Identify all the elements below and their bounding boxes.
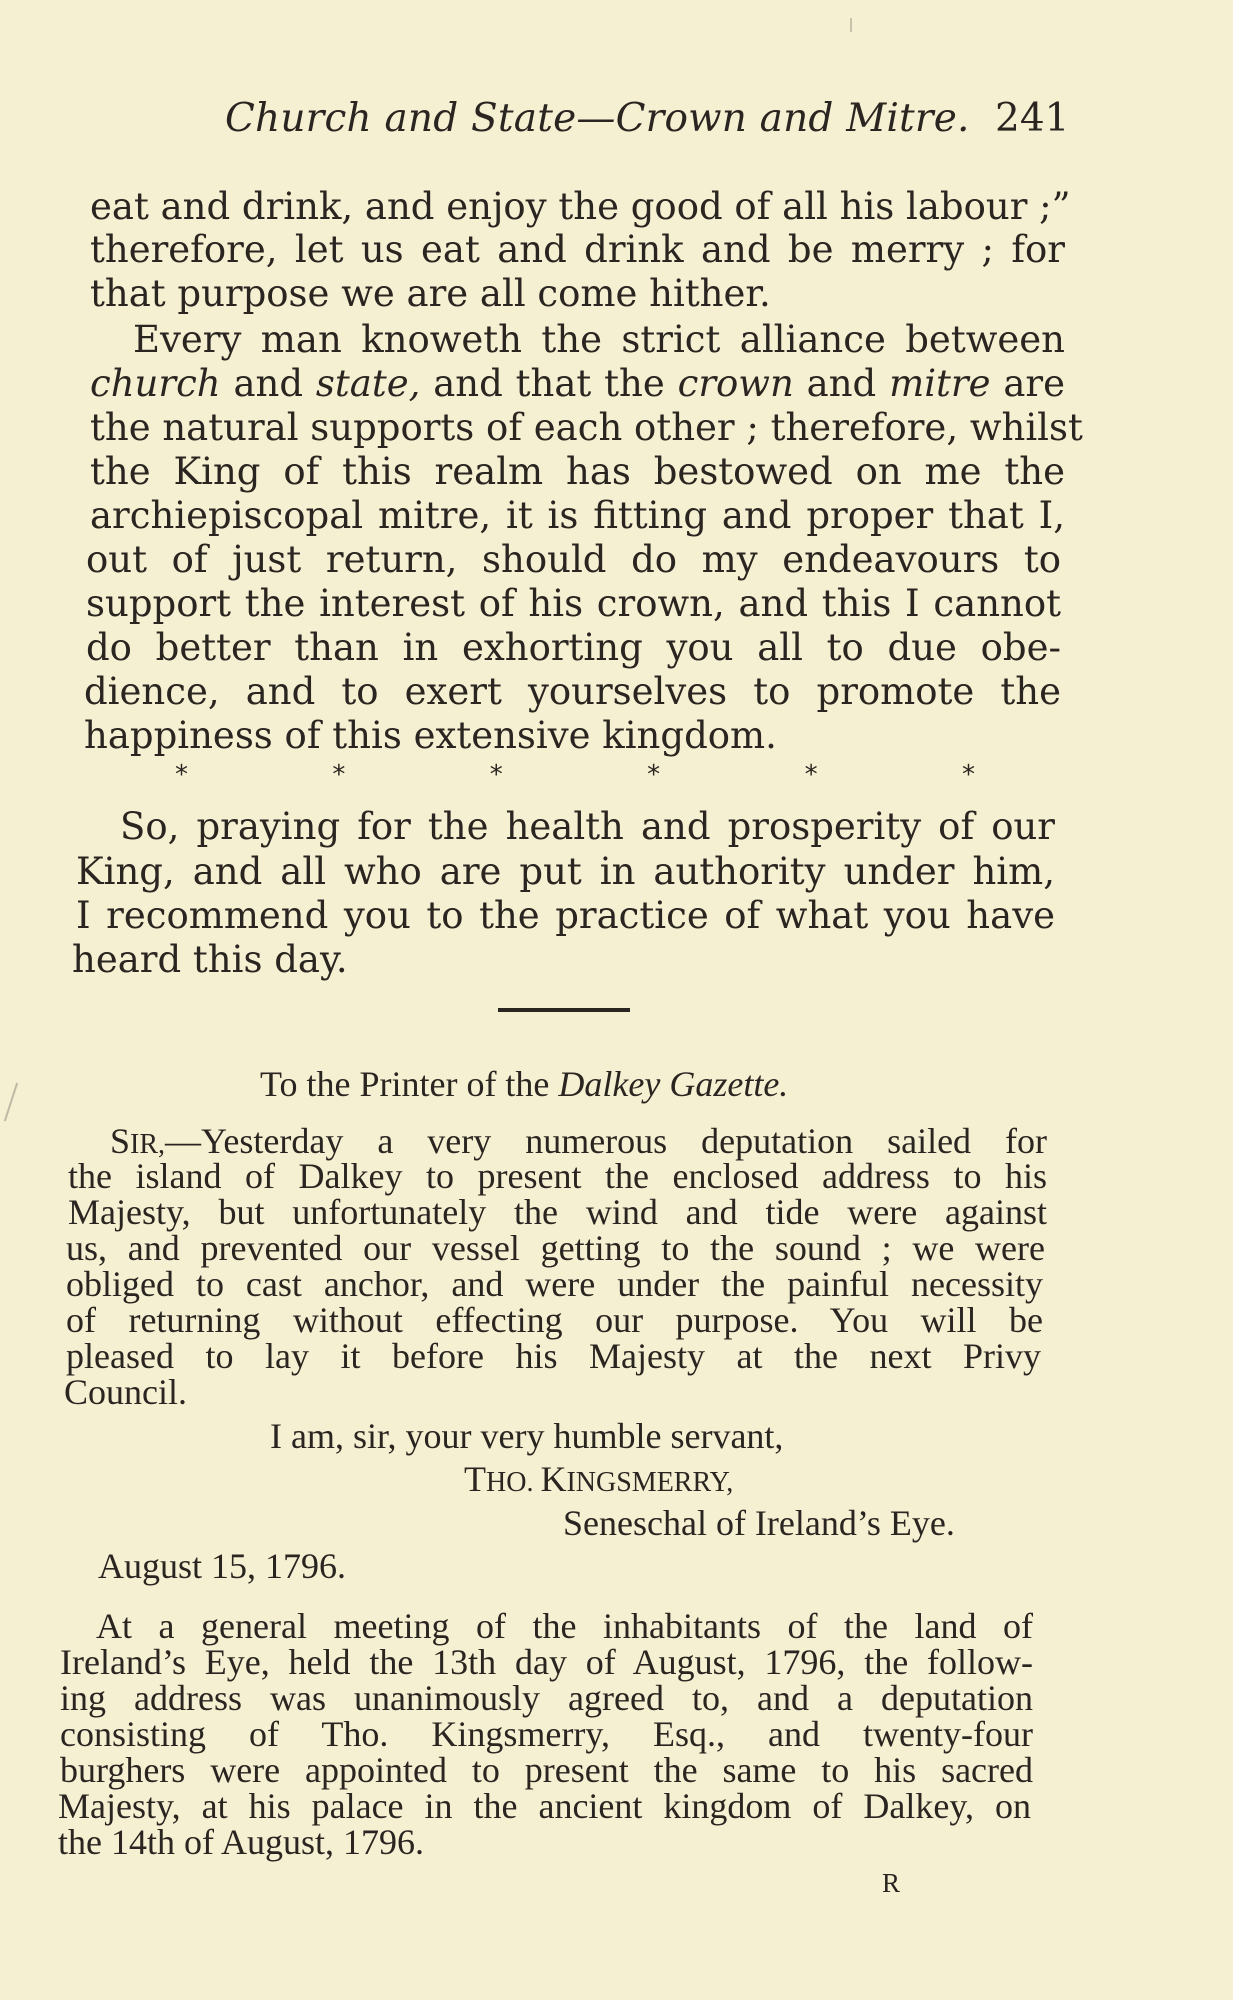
paper-mark: [4, 1083, 18, 1122]
meeting-line: Majesty, at his palace in the ancient kingdom of Dalkey, on: [58, 1786, 1031, 1826]
asterisk: *: [804, 760, 818, 790]
meeting-line: consisting of Tho. Kingsmerry, Esq., and twenty-four: [60, 1714, 1033, 1754]
letter-line: Majesty, but unfortunately the wind and tide were against: [68, 1192, 1047, 1232]
letter-line: us, and prevented our vessel getting to the sound ; we were: [66, 1228, 1045, 1268]
letter-line: obliged to cast anchor, and were under the painful necessity: [66, 1264, 1043, 1304]
body-line: happiness of this extensive kingdom.: [84, 714, 777, 757]
asterisk: *: [175, 760, 188, 790]
section-rule: [498, 1008, 630, 1012]
letter-heading: To the Printer of the Dalkey Gazette.: [260, 1064, 789, 1104]
letter-line: Council.: [64, 1372, 187, 1412]
body-line: eat and drink, and enjoy the good of all his labour ;”: [90, 185, 1071, 228]
running-head: Church and State—Crown and Mitre.: [225, 96, 970, 141]
signature-name: THO. KINGSMERRY,: [464, 1459, 734, 1499]
body-line: the natural supports of each other ; therefore, whilst: [90, 406, 1083, 449]
body-line: So, praying for the health and prosperity of our: [120, 805, 1055, 848]
asterisk: *: [647, 760, 661, 790]
signature-mark: R: [882, 1868, 901, 1898]
meeting-line: Ireland’s Eye, held the 13th day of August, 1796, the follow-: [60, 1642, 1033, 1682]
body-line: Every man knoweth the strict alliance between: [133, 318, 1065, 361]
newspaper-title: Dalkey Gazette.: [558, 1064, 789, 1104]
signature-title: Seneschal of Ireland’s Eye.: [563, 1503, 955, 1543]
letter-closing: I am, sir, your very humble servant,: [270, 1416, 784, 1456]
body-line: heard this day.: [72, 938, 348, 981]
paper-mark: [850, 18, 852, 32]
asterisk-separator: [175, 760, 975, 790]
body-line: do better than in exhorting you all to due obe-: [86, 626, 1061, 669]
asterisk: *: [489, 760, 503, 790]
italic-word: state,: [315, 362, 421, 405]
body-line: out of just return, should do my endeavours to: [86, 538, 1061, 581]
letter-line: the island of Dalkey to present the enclosed address to his: [68, 1156, 1047, 1196]
body-line-with-italics: church and state, and that the crown and mitre are: [90, 362, 1065, 405]
body-line: archiepiscopal mitre, it is fitting and proper that I,: [90, 494, 1065, 537]
body-line: I recommend you to the practice of what you have: [76, 894, 1055, 937]
body-line: therefore, let us eat and drink and be merry ; for: [90, 228, 1065, 271]
italic-word: crown: [677, 362, 794, 405]
italic-word: church: [90, 362, 221, 405]
letter-date: August 15, 1796.: [98, 1546, 347, 1586]
body-line: King, and all who are put in authority under him,: [76, 850, 1055, 893]
body-line: that purpose we are all come hither.: [90, 272, 771, 315]
meeting-line: burghers were appointed to present the same to his sacred: [60, 1750, 1033, 1790]
asterisk: *: [332, 760, 346, 790]
body-line: support the interest of his crown, and this I cannot: [86, 582, 1061, 625]
italic-word: mitre: [889, 362, 991, 405]
letter-line: pleased to lay it before his Majesty at the next Privy: [66, 1336, 1041, 1376]
meeting-line: the 14th of August, 1796.: [58, 1822, 424, 1862]
salutation: SIR,: [110, 1121, 166, 1161]
letter-line: of returning without effecting our purpose. You will be: [66, 1300, 1043, 1340]
asterisk: *: [961, 760, 975, 790]
body-line: the King of this realm has bestowed on me the: [90, 450, 1065, 493]
body-line: dience, and to exert yourselves to promote the: [84, 670, 1061, 713]
meeting-line: At a general meeting of the inhabitants of the land of: [96, 1606, 1033, 1646]
meeting-line: ing address was unanimously agreed to, and a deputation: [60, 1678, 1033, 1718]
page-number: 241: [995, 96, 1070, 141]
letter-line: SIR,—Yesterday a very numerous deputation sailed for: [110, 1121, 1047, 1161]
